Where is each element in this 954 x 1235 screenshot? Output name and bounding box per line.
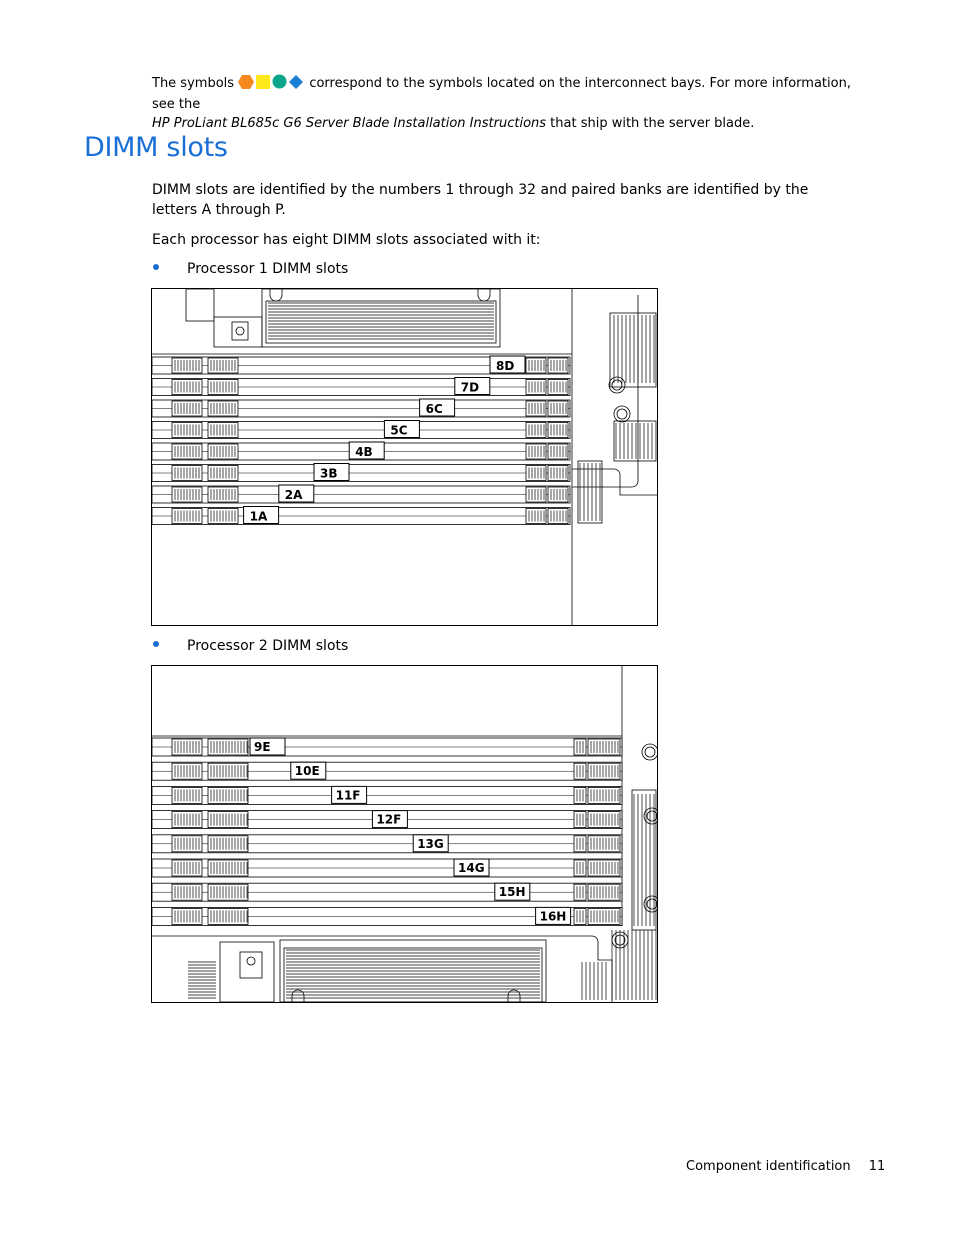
bullet-dot-icon (153, 641, 159, 647)
slot-label-15H: 15H (498, 885, 526, 900)
slot-label-16H: 16H (539, 909, 567, 924)
dimm-slot-13G (152, 835, 622, 853)
slot-label-13G: 13G (417, 836, 444, 851)
orange-hexagon-icon (238, 75, 254, 95)
slot-label-6C: 6C (425, 402, 443, 416)
dimm-slot-10E (152, 762, 622, 780)
bullet-dot-icon (153, 264, 159, 270)
slot-label-10E: 10E (294, 764, 320, 779)
dimm-slot-6C (152, 399, 570, 417)
slot-label-2A: 2A (284, 488, 303, 502)
intro-prefix: The symbols (152, 76, 235, 91)
dimm-slot-1A (152, 507, 570, 525)
slot-label-8D: 8D (496, 359, 515, 373)
slot-label-1A: 1A (249, 509, 268, 524)
teal-circle-icon (272, 74, 287, 95)
dimm-slot-5C (152, 421, 570, 439)
dimm-slot-16H (152, 907, 622, 925)
dimm-slot-2A (152, 485, 570, 503)
dimm-slot-7D (152, 378, 570, 396)
dimm-slot-15H (152, 883, 622, 901)
slot-label-9E: 9E (254, 740, 271, 754)
dimm-slot-11F (152, 786, 622, 804)
slot-label-14G: 14G (458, 861, 485, 875)
intro-middle: correspond to the symbols located on the interconnect bays. For more information, see the (152, 76, 851, 112)
processor-2-dimm-diagram (151, 665, 658, 1003)
dimm-slot-14G (152, 859, 622, 877)
bullet-processor-1 (152, 259, 349, 279)
slot-label-5C: 5C (390, 423, 408, 438)
doc-title: HP ProLiant BL685c G6 Server Blade Installation Instructions (152, 116, 547, 131)
dimm-slot-12F (152, 811, 622, 829)
paragraph-processor-slots: Each processor has eight DIMM slots associated with it: (152, 232, 541, 248)
dimm-slot-4B (152, 442, 570, 460)
paragraph-dimm-identification: DIMM slots are identified by the numbers 1 through 32 and paired banks are identified by the letters A through P. (152, 182, 809, 218)
slot-label-4B: 4B (355, 445, 373, 459)
bullet-processor-2-label: Processor 2 DIMM slots (187, 638, 349, 654)
blue-diamond-icon (289, 75, 303, 95)
processor-1-dimm-diagram (151, 288, 658, 626)
intro-paragraph (152, 74, 872, 133)
slot-label-12F: 12F (376, 812, 402, 827)
slot-label-11F: 11F (335, 788, 361, 803)
yellow-square-icon (256, 75, 270, 95)
slot-label-7D: 7D (460, 380, 480, 395)
intro-suffix: that ship with the server blade. (550, 116, 755, 131)
bullet-processor-1-label: Processor 1 DIMM slots (187, 261, 349, 277)
slot-label-3B: 3B (320, 466, 338, 481)
page-footer (686, 1159, 885, 1174)
page-number: 11 (868, 1159, 886, 1174)
footer-section: Component identification (686, 1159, 851, 1174)
bullet-processor-2 (152, 636, 349, 656)
dimm-slot-3B (152, 464, 570, 482)
dimm-slot-9E (152, 738, 622, 756)
dimm-slot-8D (152, 356, 570, 374)
section-heading: DIMM slots (84, 132, 228, 163)
